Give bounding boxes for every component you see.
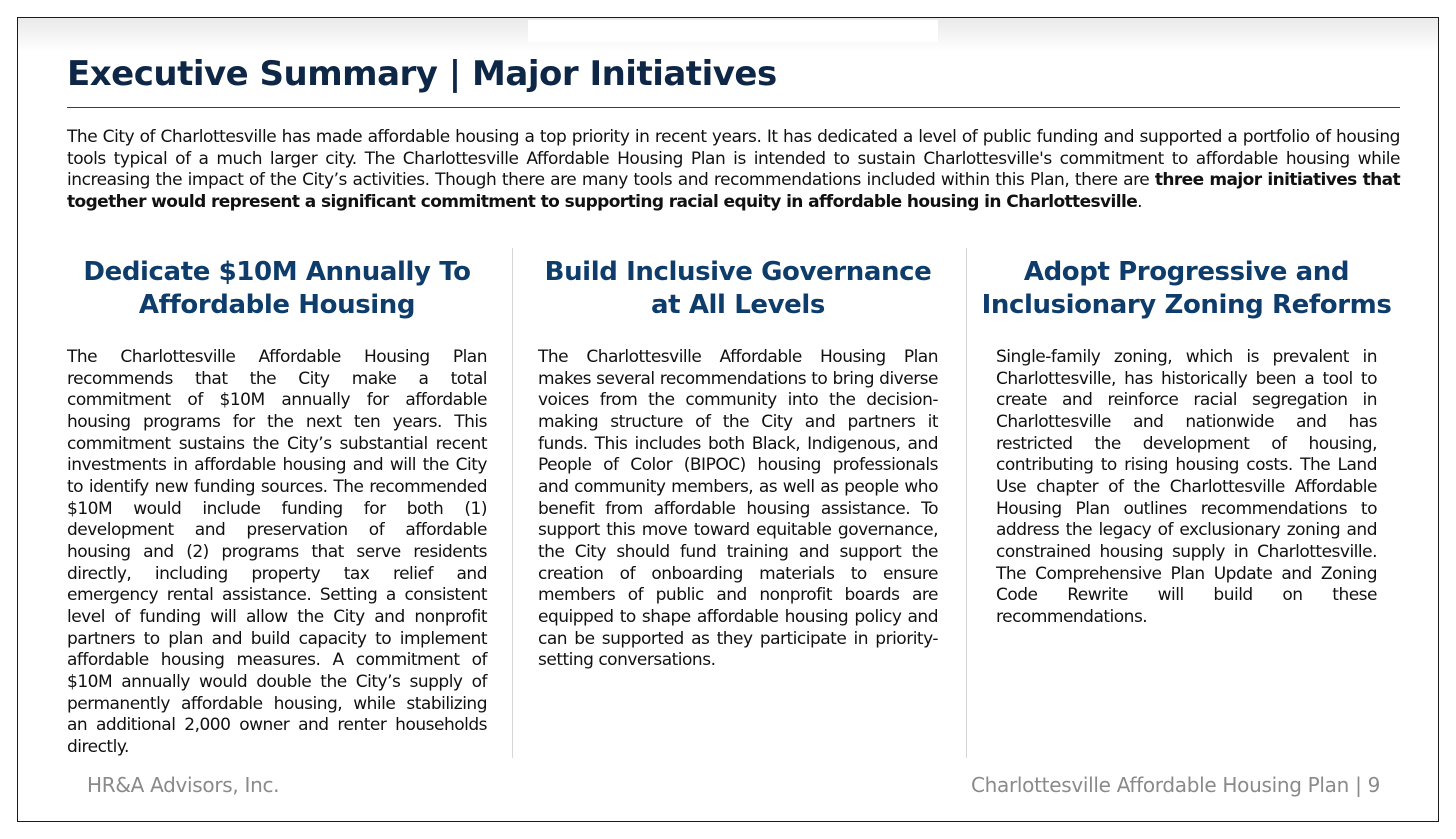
intro-text: The City of Charlottesville has made affordable housing a top priority in recent years. It has dedicated a level of public funding and supported a portfolio of housing tools typical of a much larger city. The Charlottesville Affordable Housing Plan is intended to sustain Charlottesville's commitment to affordable housing while increasing the impact of the City’s activities. Though there are many tools and recommendations included within this Plan, there are <box>67 127 1400 191</box>
initiative-column-zoning <box>981 256 1392 629</box>
intro-bold-text: three major initiatives that together would represent a significant commitment to supporting racial equity in affordable housing in Charlottesville <box>67 170 1400 213</box>
initiative-column-governance <box>538 256 938 672</box>
page-title: Executive Summary | Major Initiatives <box>67 54 777 94</box>
initiative-body: Single-family zoning, which is prevalent in Charlottesville, has historically been a tool to create and reinforce racial segregation in Charlottesville and nationwide and has restricted the development of housing, contributing to rising housing costs. The Land Use chapter of the Charlottesville Affordable Housing Plan outlines recommendations to address the legacy of exclusionary zoning and constrained housing supply in Charlottesville. The Comprehensive Plan Update and Zoning Code Rewrite will build on these recommendations. <box>996 347 1377 627</box>
slide <box>17 17 1439 822</box>
footer-company: HR&A Advisors, Inc. <box>87 773 280 797</box>
initiative-heading: Adopt Progressive and Inclusionary Zoning Reforms <box>981 257 1392 320</box>
intro-paragraph <box>67 127 1400 214</box>
footer-page-info: Charlottesville Affordable Housing Plan | 9 <box>971 773 1380 797</box>
initiative-column-funding <box>67 256 487 758</box>
initiative-heading: Dedicate $10M Annually To Affordable Housing <box>83 257 471 320</box>
initiative-body: The Charlottesville Affordable Housing Plan recommends that the City make a total commitment of $10M annually for affordable housing programs for the next ten years. This commitment sustains the City’s substantial recent investments in affordable housing and will the City to identify new funding sources. The recommended $10M would include funding for both (1) development and preservation of affordable housing and (2) programs that serve residents directly, including property tax relief and emergency rental assistance. Setting a consistent level of funding will allow the City and nonprofit partners to plan and build capacity to implement affordable housing measures. A commitment of $10M annually would double the City’s supply of permanently affordable housing, while stabilizing an additional 2,000 owner and renter households directly. <box>67 347 487 757</box>
intro-end: . <box>1137 192 1143 213</box>
top-tab <box>528 20 938 42</box>
column-divider <box>966 248 967 758</box>
initiative-heading: Build Inclusive Governance at All Levels <box>544 257 932 320</box>
title-divider <box>67 107 1400 108</box>
column-divider <box>512 248 513 758</box>
initiative-body: The Charlottesville Affordable Housing Plan makes several recommendations to bring diverse voices from the community into the decision-making structure of the City and partners it funds. This includes both Black, Indigenous, and People of Color (BIPOC) housing professionals and community members, as well as people who benefit from affordable housing assistance. To support this move toward equitable governance, the City should fund training and support the creation of onboarding materials to ensure members of public and nonprofit boards are equipped to shape affordable housing policy and can be supported as they participate in priority-setting conversations. <box>538 347 938 671</box>
